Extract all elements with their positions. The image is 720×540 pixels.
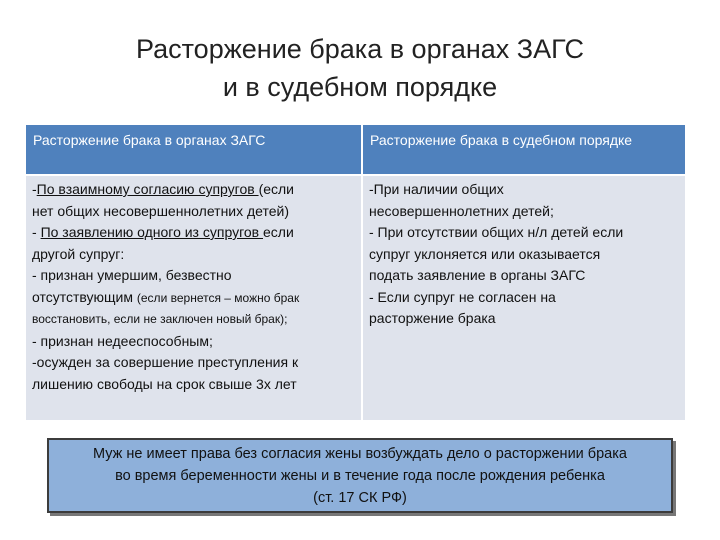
court-line-5: подать заявление в органы ЗАГС [369, 267, 586, 283]
zags-line-8: - признан недееспособным; [32, 332, 213, 349]
zags-line-6 [32, 287, 355, 310]
note-box [47, 438, 673, 513]
zags-line-10: лишению свободы на срок свыше 3х лет [32, 375, 297, 392]
note-line-2: во время беременности жены и в течение года после рождения ребенка [115, 468, 605, 484]
zags-line-3 [32, 222, 355, 244]
court-line-3: - При отсутствии общих н/л детей если [369, 224, 624, 240]
zags-line-3-underlined: По заявлению одного из супругов [40, 224, 263, 240]
zags-line-3-rest: если [263, 224, 294, 240]
court-line-1: -При наличии общих [369, 181, 504, 197]
zags-line-5: - признан умершим, безвестно [32, 267, 232, 283]
note-line-3: (ст. 17 СК РФ) [313, 490, 407, 506]
zags-line-3-prefix: - [32, 224, 41, 240]
note-content [49, 440, 671, 511]
note-line-1: Муж не имеет права без согласия жены возбуждать дело о расторжении брака [93, 446, 627, 462]
zags-line-4: другой супруг: [32, 245, 125, 262]
zags-line-6-small: (если вернется – можно брак [136, 290, 300, 305]
zags-line-1-rest: (если [258, 181, 294, 197]
court-line-6: - Если супруг не согласен на [369, 288, 556, 305]
header-court: Расторжение брака в судебном порядке [363, 125, 685, 174]
zags-line-7: восстановить, если не заключен новый брак); [32, 312, 288, 326]
cell-zags-conditions [26, 176, 361, 420]
court-line-2: несовершеннолетних детей; [369, 202, 554, 219]
zags-line-1 [32, 179, 355, 201]
zags-line-2: нет общих несовершеннолетних детей) [32, 202, 290, 219]
zags-line-1-underlined: По взаимному согласию супругов [36, 181, 259, 197]
court-line-7: расторжение брака [369, 310, 496, 326]
zags-line-6-main: отсутствующим [32, 288, 137, 305]
cell-court-conditions [363, 176, 685, 420]
comparison-table [26, 125, 685, 420]
header-zags: Расторжение брака в органах ЗАГС [26, 125, 361, 174]
page-title-line-1: Расторжение брака в органах ЗАГС [135, 34, 585, 64]
court-line-4: супруг уклоняется или оказывается [369, 245, 601, 262]
zags-line-1-prefix: - [32, 181, 37, 197]
zags-line-9: -осужден за совершение преступления к [32, 354, 299, 370]
page-title [60, 30, 660, 106]
page-title-line-2: и в судебном порядке [222, 72, 498, 102]
